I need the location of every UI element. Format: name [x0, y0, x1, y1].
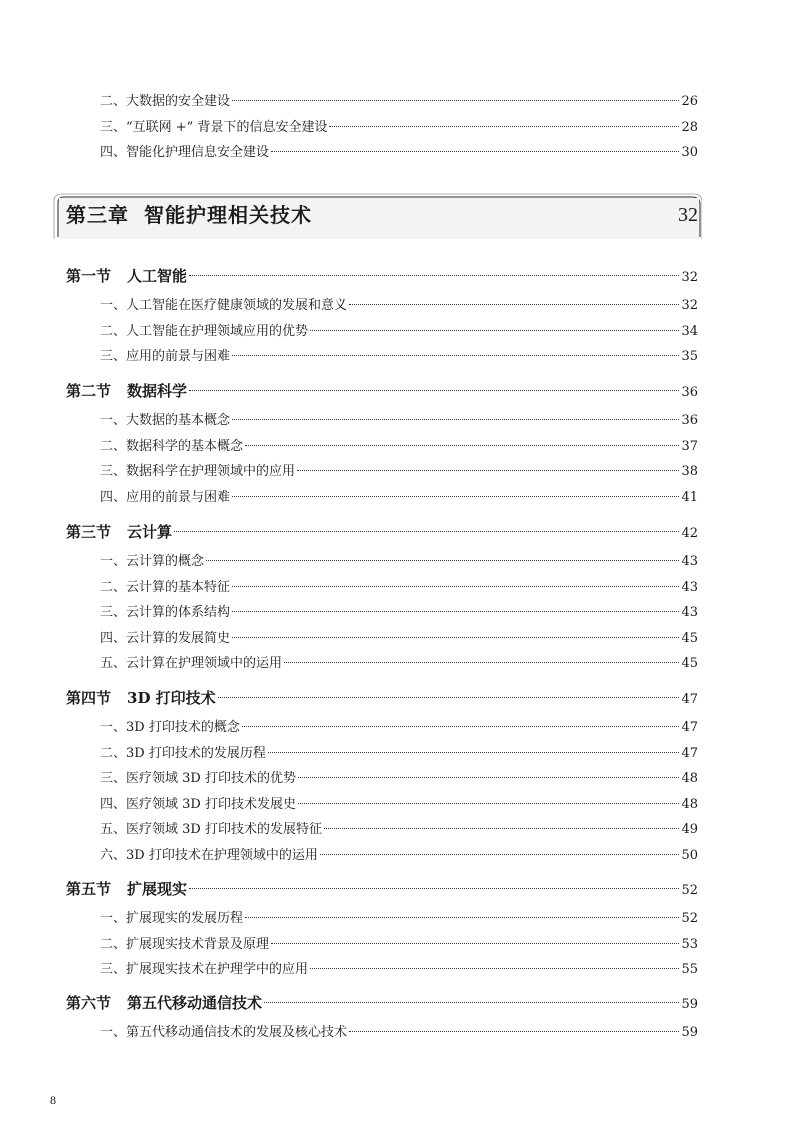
entry-title: 二、扩展现实技术背景及原理: [100, 937, 270, 952]
chapter-title: 智能护理相关技术: [144, 203, 312, 227]
page-number: 41: [681, 490, 698, 505]
section-label: 第四节: [66, 689, 112, 707]
page-number: 50: [681, 848, 698, 863]
toc-entry-row[interactable]: [100, 846, 698, 866]
entry-title: 二、人工智能在护理领域应用的优势: [100, 324, 309, 339]
toc-entry-row[interactable]: [100, 347, 698, 367]
dot-leader: [298, 777, 679, 778]
toc-entry-row[interactable]: [100, 935, 698, 955]
section-name: 云计算: [127, 523, 173, 541]
dot-leader: [232, 637, 679, 638]
page-number: 32: [681, 270, 698, 285]
toc-entry-row[interactable]: [100, 744, 698, 764]
section-name: 3D 打印技术: [127, 689, 216, 707]
page-number: 47: [681, 746, 698, 761]
section-title: [66, 379, 187, 403]
dot-leader: [271, 151, 679, 152]
dot-leader: [232, 355, 679, 356]
dot-leader: [189, 390, 679, 391]
entry-title: 五、医疗领域 3D 打印技术的发展特征: [100, 822, 322, 837]
dot-leader: [349, 1031, 679, 1032]
dot-leader: [284, 662, 679, 663]
page-number: 47: [681, 720, 698, 735]
page-number: 49: [681, 822, 698, 837]
page-number: 59: [681, 997, 698, 1012]
page-number: 43: [681, 580, 698, 595]
entry-title: 二、云计算的基本特征: [100, 580, 231, 595]
entry-title: 四、医疗领域 3D 打印技术发展史: [100, 797, 296, 812]
dot-leader: [218, 697, 680, 698]
entry-title: 三、应用的前景与困难: [100, 349, 231, 364]
entry-title: 四、应用的前景与困难: [100, 490, 231, 505]
entry-title: 二、数据科学的基本概念: [100, 439, 244, 454]
chapter-label: 第三章: [66, 203, 129, 227]
toc-entry-row[interactable]: [100, 718, 698, 738]
toc-section-row[interactable]: [66, 877, 698, 901]
dot-leader: [271, 943, 679, 944]
page-number: 45: [681, 631, 698, 646]
section-title: [66, 686, 216, 710]
dot-leader: [298, 803, 679, 804]
dot-leader: [232, 419, 679, 420]
section-name: 扩展现实: [127, 880, 188, 898]
dot-leader: [245, 917, 679, 918]
toc-entry-row[interactable]: [100, 654, 698, 674]
entry-title: 四、云计算的发展简史: [100, 631, 231, 646]
page-number: 30: [681, 145, 698, 160]
page-number: 32: [681, 298, 698, 313]
toc-entry-row[interactable]: [100, 296, 698, 316]
section-label: 第三节: [66, 523, 112, 541]
page-number: 59: [681, 1025, 698, 1040]
entry-title: 二、大数据的安全建设: [100, 94, 231, 109]
entry-title: 一、云计算的概念: [100, 554, 205, 569]
dot-leader: [232, 586, 679, 587]
toc-entry-row[interactable]: [100, 322, 698, 342]
toc-entry-row[interactable]: [100, 820, 698, 840]
page-number: 48: [681, 771, 698, 786]
section-label: 第一节: [66, 267, 112, 285]
entry-title: 一、扩展现实的发展历程: [100, 911, 244, 926]
page-number: 52: [681, 883, 698, 898]
dot-leader: [206, 560, 679, 561]
toc-entry-row[interactable]: [100, 909, 698, 929]
entry-title: 一、3D 打印技术的概念: [100, 720, 240, 735]
toc-entry-row[interactable]: [100, 462, 698, 482]
page-number: 36: [681, 385, 698, 400]
page-number: 26: [681, 94, 698, 109]
entry-title: 三、医疗领域 3D 打印技术的优势: [100, 771, 296, 786]
toc-entry-row[interactable]: [100, 143, 698, 163]
chapter-header: [52, 193, 702, 239]
dot-leader: [174, 531, 679, 532]
entry-title: 五、云计算在护理领域中的运用: [100, 656, 283, 671]
toc-entry-row[interactable]: [100, 411, 698, 431]
page-number: 48: [681, 797, 698, 812]
entry-title: 三、扩展现实技术在护理学中的应用: [100, 962, 309, 977]
chapter-page: 32: [678, 204, 698, 226]
dot-leader: [268, 752, 680, 753]
toc-entry-row[interactable]: [100, 769, 698, 789]
page-number: 45: [681, 656, 698, 671]
entry-title: 六、3D 打印技术在护理领域中的运用: [100, 848, 318, 863]
section-label: 第六节: [66, 994, 112, 1012]
toc-entry-row[interactable]: [100, 488, 698, 508]
entry-title: 二、3D 打印技术的发展历程: [100, 746, 266, 761]
entry-title: 三、“互联网 +” 背景下的信息安全建设: [100, 120, 328, 135]
entry-title: 一、第五代移动通信技术的发展及核心技术: [100, 1025, 348, 1040]
section-name: 数据科学: [127, 382, 188, 400]
toc-entry-row[interactable]: [100, 629, 698, 649]
toc-section-row[interactable]: [66, 991, 698, 1015]
entry-title: 三、数据科学在护理领域中的应用: [100, 464, 296, 479]
toc-entry-row[interactable]: [100, 552, 698, 572]
page-number: 43: [681, 605, 698, 620]
section-label: 第五节: [66, 880, 112, 898]
dot-leader: [329, 126, 679, 127]
page-number: 35: [681, 349, 698, 364]
section-name: 人工智能: [127, 267, 188, 285]
dot-leader: [320, 854, 680, 855]
section-label: 第二节: [66, 382, 112, 400]
toc-entry-row[interactable]: [100, 437, 698, 457]
entry-title: 一、人工智能在医疗健康领域的发展和意义: [100, 298, 348, 313]
page-number: 28: [681, 120, 698, 135]
page-number: 52: [681, 911, 698, 926]
toc-entry-row[interactable]: [100, 578, 698, 598]
page-folio: 8: [50, 1093, 56, 1107]
dot-leader: [310, 330, 679, 331]
dot-leader: [310, 968, 679, 969]
page-number: 47: [681, 692, 698, 707]
toc-entry-row[interactable]: [100, 795, 698, 815]
dot-leader: [232, 611, 679, 612]
toc-entry-row[interactable]: [100, 603, 698, 623]
page-number: 55: [681, 962, 698, 977]
toc-section-row[interactable]: [66, 520, 698, 544]
page-number: 37: [681, 439, 698, 454]
dot-leader: [245, 445, 679, 446]
page-number: 42: [681, 526, 698, 541]
section-title: [66, 877, 187, 901]
dot-leader: [232, 100, 679, 101]
page-number: 38: [681, 464, 698, 479]
dot-leader: [349, 304, 679, 305]
toc-section-row[interactable]: [66, 264, 698, 288]
dot-leader: [189, 275, 679, 276]
section-name: 第五代移动通信技术: [127, 994, 263, 1012]
toc-entry-row[interactable]: [100, 960, 698, 980]
page-number: 34: [681, 324, 698, 339]
dot-leader: [264, 1002, 679, 1003]
page-number: 36: [681, 413, 698, 428]
entry-title: 四、智能化护理信息安全建设: [100, 145, 270, 160]
toc-section-row[interactable]: [66, 379, 698, 403]
toc-entry-row[interactable]: [100, 92, 698, 112]
page-number: 53: [681, 937, 698, 952]
dot-leader: [232, 496, 679, 497]
entry-title: 三、云计算的体系结构: [100, 605, 231, 620]
page-number: 43: [681, 554, 698, 569]
dot-leader: [189, 888, 679, 889]
toc-entry-row[interactable]: [100, 118, 698, 138]
section-title: [66, 264, 187, 288]
dot-leader: [297, 470, 679, 471]
section-title: [66, 991, 262, 1015]
entry-title: 一、大数据的基本概念: [100, 413, 231, 428]
toc-section-row[interactable]: [66, 686, 698, 710]
section-title: [66, 520, 172, 544]
dot-leader: [324, 828, 679, 829]
toc-entry-row[interactable]: [100, 1023, 698, 1043]
dot-leader: [242, 726, 680, 727]
